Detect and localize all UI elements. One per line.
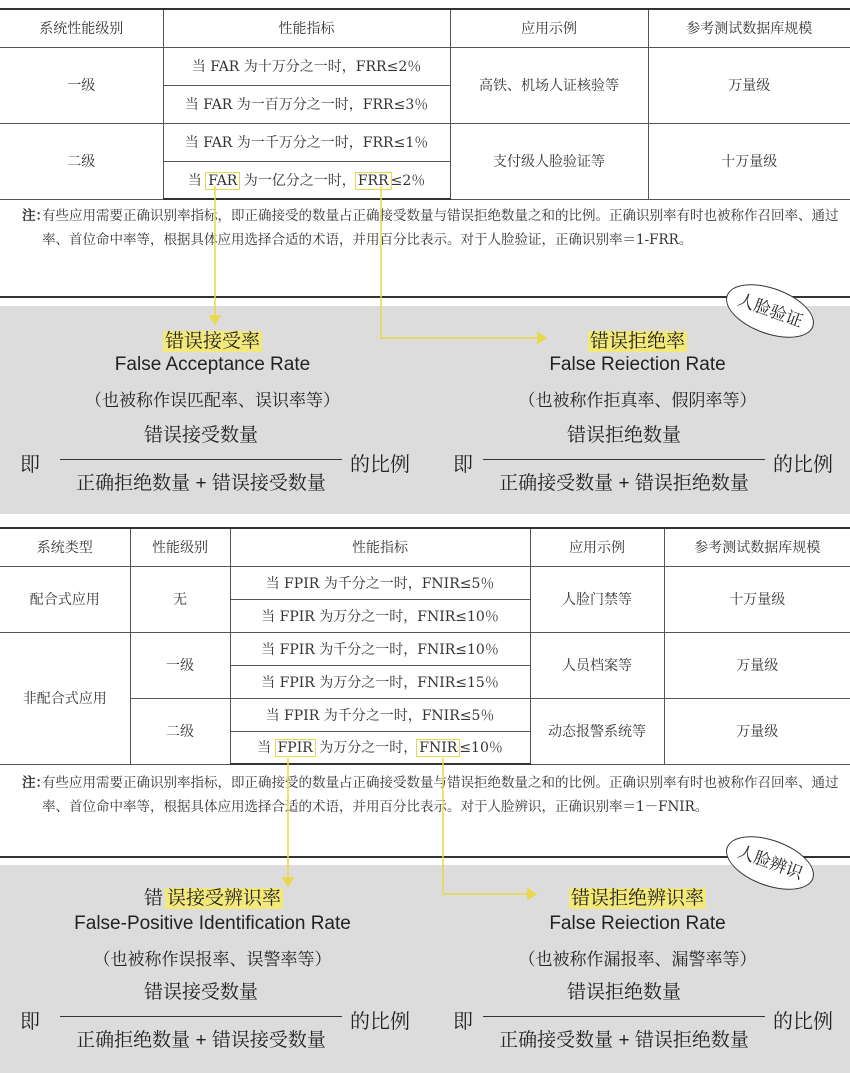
face-identification-stamp: 人脸辨识 [719,826,821,901]
divider [0,296,850,298]
metric-cell: 当 FAR 为一百万分之一时，FRR≤3％ [163,85,450,123]
level-cell: 一级 [130,632,230,698]
far-column [0,306,425,514]
scale-cell: 十万量级 [664,566,850,632]
example-cell: 人脸门禁等 [530,566,664,632]
term-far: 错误接受率 [164,331,260,352]
header-example: 应用示例 [450,9,648,47]
term-fnir-aka: （也被称作漏报率、漏警率等） [518,950,757,969]
type-cell: 非配合式应用 [0,632,130,764]
header-level: 性能级别 [130,528,230,566]
fpir-highlight-box: FPIR [277,740,313,757]
level-cell: 一级 [0,47,163,123]
fraction-denominator: 正确接受数量 + 错误拒绝数量 [499,473,749,494]
scale-cell: 万量级 [664,632,850,698]
header-scale: 参考测试数据库规模 [664,528,850,566]
level-cell: 二级 [0,123,163,199]
level-cell: 二级 [130,698,230,764]
face-verification-stamp: 人脸验证 [719,274,821,349]
header-metric: 性能指标 [163,9,450,47]
metric-cell: 当 FPIR 为万分之一时， FNIR ≤10％ [230,731,530,764]
term-frr-aka: （也被称作拒真率、假阴率等） [518,391,757,410]
far-highlight-box: FAR [208,172,238,189]
term-fpir-en: False-Positive Identification Rate [74,913,351,934]
ji-label: 即 [453,1011,473,1033]
frr-highlight-box: FRR [357,172,389,189]
face-verification-table [0,8,850,200]
example-cell: 高铁、机场人证核验等 [450,47,648,123]
scale-cell: 万量级 [664,698,850,764]
level-cell: 无 [130,566,230,632]
ji-label: 即 [20,1011,40,1033]
example-cell: 人员档案等 [530,632,664,698]
note-identification: 注： 有些应用需要正确识别率指标，即正确接受的数量占正确接受数量与错误拒绝数量之和的比例。正确识别率有时也被称作召回率、通过率、首位命中率等，根据具体应用选择合适的术语，并用百分比表示。对于人脸辨识，正确识别率＝1－FNIR。 [22,775,839,815]
metric-cell: 当 FAR 为一千万分之一时，FRR≤1％ [163,123,450,161]
term-fnir-en: False Reiection Rate [549,913,726,934]
fraction-numerator: 错误拒绝数量 [566,982,681,1003]
metric-cell: 当 FPIR 为万分之一时，FNIR≤10％ [230,599,530,632]
divider [0,856,850,858]
header-level: 系统性能级别 [0,9,163,47]
fraction-line [60,1016,342,1017]
scale-cell: 十万量级 [648,123,850,199]
fraction-denominator: 正确拒绝数量 + 错误接受数量 [76,1030,326,1051]
scale-cell: 万量级 [648,47,850,123]
term-far-aka: （也被称作误匹配率、误识率等） [85,391,340,410]
term-frr-en: False Reiection Rate [549,354,726,375]
ji-label: 即 [20,454,40,476]
fraction-numerator: 错误接受数量 [143,982,258,1003]
ratio-suffix: 的比例 [773,1011,833,1033]
metric-cell: 当 FPIR 为千分之一时，FNIR≤10％ [230,632,530,665]
ratio-suffix: 的比例 [350,1011,410,1033]
header-metric: 性能指标 [230,528,530,566]
example-cell: 动态报警系统等 [530,698,664,764]
fraction-line [483,459,765,460]
header-scale: 参考测试数据库规模 [648,9,850,47]
fraction-denominator: 正确拒绝数量 + 错误接受数量 [76,473,326,494]
term-far-en: False Acceptance Rate [114,354,311,375]
term-fpir-aka: （也被称作误报率、误警率等） [93,950,332,969]
term-fpir: 错 误接受辨识率 [143,888,282,909]
ratio-suffix: 的比例 [773,454,833,476]
fraction-numerator: 错误拒绝数量 [566,425,681,446]
fraction-line [60,459,342,460]
term-fnir: 错误拒绝辨识率 [570,888,704,909]
fraction-line [483,1016,765,1017]
metric-cell: 当 FAR 为一亿分之一时， FRR ≤2％ [163,161,450,199]
header-type: 系统类型 [0,528,130,566]
metric-cell: 当 FPIR 为万分之一时，FNIR≤15％ [230,665,530,698]
fnir-column [425,865,850,1073]
metric-cell: 当 FAR 为十万分之一时，FRR≤2％ [163,47,450,85]
metric-cell: 当 FPIR 为千分之一时，FNIR≤5％ [230,566,530,599]
verification-panel [0,306,850,514]
fraction-numerator: 错误接受数量 [143,425,258,446]
ji-label: 即 [453,454,473,476]
fnir-highlight-box: FNIR [419,740,458,757]
example-cell: 支付级人脸验证等 [450,123,648,199]
term-frr: 错误拒绝率 [589,331,685,352]
fpir-column [0,865,425,1073]
ratio-suffix: 的比例 [350,454,410,476]
type-cell: 配合式应用 [0,566,130,632]
fraction-denominator: 正确接受数量 + 错误拒绝数量 [499,1030,749,1051]
face-identification-table [0,527,850,765]
identification-panel [0,865,850,1073]
header-example: 应用示例 [530,528,664,566]
note-verification: 注： 有些应用需要正确识别率指标，即正确接受的数量占正确接受数量与错误拒绝数量之和的比例。正确识别率有时也被称作召回率、通过率、首位命中率等，根据具体应用选择合适的术语，并用百分比表示。对于人脸验证，正确识别率＝1-FRR。 [22,208,839,248]
metric-cell: 当 FPIR 为千分之一时，FNIR≤5％ [230,698,530,731]
